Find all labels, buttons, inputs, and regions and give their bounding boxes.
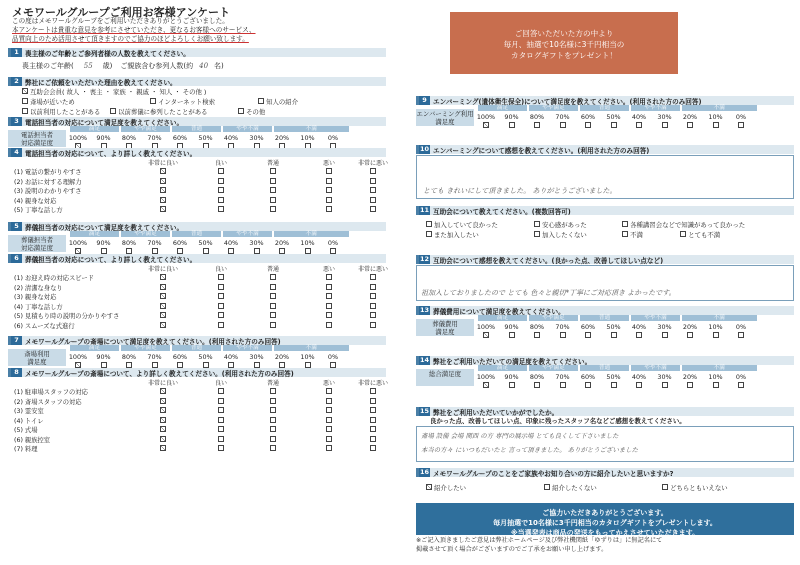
pct-label: 60%: [172, 353, 188, 361]
pct-label: 30%: [249, 239, 264, 247]
pct-label: 70%: [555, 373, 570, 381]
pct-checkbox[interactable]: [636, 382, 642, 388]
grid-checkbox[interactable]: [270, 274, 276, 280]
grid-header: 非常に悪い: [358, 160, 389, 167]
question-1: 1 喪主様のご年齢とご参列者様の人数を教えてください。 喪主様のご年齢( 55 歳) ご親族含む参列人数(約 40 名): [8, 48, 386, 71]
checkbox[interactable]: [22, 88, 28, 94]
question-16: 16 メモワールグループのことをご家族やお知り合いの方に紹介したいと思いますか? 紹介したい 紹介したくない どちらともいえない: [416, 468, 794, 492]
level-label: やや不満: [631, 315, 680, 321]
grid-checkbox[interactable]: [270, 303, 276, 309]
pct-label: 70%: [147, 134, 162, 142]
grid-row-label: (3) 親身な対応: [14, 294, 57, 301]
grid-checkbox[interactable]: [370, 417, 376, 423]
grid-checkbox[interactable]: [218, 426, 224, 432]
grid-checkbox[interactable]: [326, 293, 332, 299]
page-title: メモワールグループご利用お客様アンケート: [12, 6, 231, 19]
grid-checkbox[interactable]: [326, 178, 332, 184]
grid-header: 良い: [214, 380, 227, 387]
grid-checkbox[interactable]: [218, 187, 224, 193]
level-label: 満足: [478, 365, 527, 371]
grid-header: 普通: [266, 380, 279, 387]
pct-checkbox[interactable]: [687, 332, 693, 338]
level-label: やや不満: [223, 231, 272, 237]
grid-row-label: (1) 駐車場スタッフの対応: [14, 389, 88, 396]
grid-checkbox[interactable]: [370, 312, 376, 318]
pct-label: 10%: [300, 134, 315, 142]
pct-label: 30%: [657, 113, 672, 121]
pct-label: 100%: [476, 323, 496, 331]
grid-checkbox[interactable]: [218, 322, 224, 328]
pct-checkbox[interactable]: [738, 122, 744, 128]
grid-header: 非常に良い: [148, 380, 179, 387]
grid-checkbox[interactable]: [270, 445, 276, 451]
question-10: 10 エンバーミングについて感想を教えてください。(利用された方のみ回答): [416, 145, 794, 154]
grid-checkbox[interactable]: [270, 436, 276, 442]
grid-checkbox[interactable]: [370, 168, 376, 174]
grid-checkbox[interactable]: [370, 398, 376, 404]
grid-row-label: (4) 親身な対応: [14, 197, 57, 205]
pct-label: 0%: [327, 134, 339, 142]
question-8: 8 メモワールグループの斎場について、より詳しく教えてください。(利用された方のみ回答) 非常に良い 良い 普通 悪い 非常に悪い (1) 駐車場スタッフの対応 (2) 斎場スタッフの対応 (3) 霊安室 (4) トイレ (5) 式場 (6) 親族控室 (7) 料理: [8, 368, 386, 458]
pct-checkbox[interactable]: [509, 122, 515, 128]
grid-checkbox[interactable]: [160, 206, 166, 212]
pct-checkbox[interactable]: [509, 332, 515, 338]
pct-label: 40%: [223, 353, 239, 361]
pct-label: 50%: [198, 134, 213, 142]
pct-label: 0%: [327, 353, 339, 361]
grid-checkbox[interactable]: [218, 284, 224, 290]
footer-note: ※ご記入頂きましたご意見は弊社ホームページ及び弊社機関紙「ゆずりは」に無記名にて 掲載させて頂く場合がございますのでご了承をお願い申し上げます。: [416, 537, 663, 553]
grid-checkbox[interactable]: [370, 322, 376, 328]
level-label: 不満: [682, 315, 757, 321]
pct-label: 80%: [529, 373, 545, 381]
grid-header: 良い: [214, 160, 227, 167]
pct-label: 40%: [223, 134, 239, 142]
pct-label: 0%: [735, 323, 747, 331]
grid-header: 普通: [266, 266, 279, 273]
grid-row-label: (5) 丁寧な話し方: [14, 207, 63, 214]
q14-scale: 総合満足度 満足 やや満足 普通 やや不満 不満 100% 90% 80% 70% 60% 50% 40% 30% 20% 10% 0%: [416, 365, 794, 391]
pct-label: 90%: [96, 239, 111, 247]
grid-row-label: (5) 式場: [14, 427, 38, 434]
level-label: やや満足: [529, 105, 578, 111]
grid-checkbox[interactable]: [326, 197, 332, 203]
grid-header: 悪い: [322, 160, 335, 167]
grid-checkbox[interactable]: [370, 388, 376, 394]
level-label: 不満: [274, 345, 349, 351]
pct-label: 100%: [68, 353, 88, 361]
level-label: やや満足: [121, 231, 170, 237]
pct-checkbox[interactable]: [560, 122, 566, 128]
level-label: やや不満: [631, 365, 680, 371]
grid-checkbox[interactable]: [326, 206, 332, 212]
grid-checkbox[interactable]: [218, 274, 224, 280]
grid-checkbox[interactable]: [270, 407, 276, 413]
pct-label: 10%: [300, 353, 315, 361]
grid-checkbox[interactable]: [160, 445, 166, 451]
pct-label: 100%: [68, 239, 88, 247]
pct-label: 100%: [476, 113, 496, 121]
q9-scale: エンバーミング利用 満足度 満足 やや満足 普通 やや不満 不満 100% 90% 80% 70% 60% 50% 40% 30% 20% 10% 0%: [416, 105, 794, 131]
grid-checkbox[interactable]: [160, 398, 166, 404]
pct-label: 50%: [198, 239, 213, 247]
pct-label: 10%: [708, 323, 723, 331]
level-label: 普通: [580, 365, 629, 371]
pct-checkbox[interactable]: [534, 382, 540, 388]
grid-checkbox[interactable]: [326, 274, 332, 280]
pct-label: 50%: [606, 373, 621, 381]
question-7: 7 メモワールグループの斎場について満足度を教えてください。(利用された方のみ回答) 斎場利用 満足度 満足 やや満足 普通 やや不満 不満 100% 90% 80% 70% 60% 50% 40% 30% 20% 10% 0%: [8, 336, 386, 371]
pct-label: 20%: [274, 134, 290, 142]
grid-header: 普通: [266, 160, 279, 167]
pct-label: 70%: [147, 239, 162, 247]
grid-row-label: (2) 清潔な身なり: [14, 284, 63, 292]
grid-checkbox[interactable]: [160, 417, 166, 423]
pct-label: 20%: [682, 323, 698, 331]
grid-checkbox[interactable]: [160, 197, 166, 203]
grid-checkbox[interactable]: [218, 312, 224, 318]
grid-checkbox[interactable]: [326, 284, 332, 290]
pct-checkbox[interactable]: [611, 122, 617, 128]
grid-row-label: (1) お迎え時の対応スピード: [14, 275, 94, 282]
pct-checkbox[interactable]: [509, 382, 515, 388]
pct-label: 50%: [606, 323, 621, 331]
q7-scale: 斎場利用 満足度 満足 やや満足 普通 やや不満 不満 100% 90% 80% 70% 60% 50% 40% 30% 20% 10% 0%: [8, 345, 386, 371]
pct-label: 80%: [529, 113, 545, 121]
grid-checkbox[interactable]: [370, 197, 376, 203]
pct-label: 90%: [96, 353, 111, 361]
level-label: やや満足: [121, 126, 170, 132]
level-label: やや不満: [223, 126, 272, 132]
pct-label: 10%: [708, 113, 723, 121]
pct-label: 90%: [504, 113, 519, 121]
grid-checkbox[interactable]: [326, 445, 332, 451]
pct-label: 40%: [631, 373, 647, 381]
grid-checkbox[interactable]: [270, 206, 276, 212]
pct-checkbox[interactable]: [713, 122, 719, 128]
grid-checkbox[interactable]: [326, 426, 332, 432]
grid-checkbox[interactable]: [160, 388, 166, 394]
pct-label: 40%: [631, 113, 647, 121]
question-4: 4 電話担当者の対応について、より詳しく教えてください。 非常に良い 良い 普通 悪い 非常に悪い (1) 電話の繋がりやすさ (2) お話に対する理解力 (3) 説明のわかりやすさ (4) 親身な対応 (5) 丁寧な話し方: [8, 148, 386, 218]
grid-checkbox[interactable]: [218, 303, 224, 309]
pct-checkbox[interactable]: [687, 122, 693, 128]
question-12: 12 互助会について感想を教えてください。(良かった点、改善してほしい点など): [416, 255, 794, 264]
pct-label: 70%: [555, 113, 570, 121]
grid-row-label: (6) スムーズな式進行: [14, 322, 75, 330]
grid-checkbox[interactable]: [160, 426, 166, 432]
pct-label: 60%: [172, 239, 188, 247]
pct-label: 30%: [657, 373, 672, 381]
pct-label: 50%: [606, 113, 621, 121]
grid-checkbox[interactable]: [270, 284, 276, 290]
grid-checkbox[interactable]: [218, 388, 224, 394]
pct-label: 80%: [121, 239, 137, 247]
age-value[interactable]: 55: [83, 62, 93, 70]
grid-checkbox[interactable]: [218, 436, 224, 442]
pct-label: 70%: [147, 353, 162, 361]
right-column: [410, 0, 798, 565]
grid-checkbox[interactable]: [326, 417, 332, 423]
grid-row-label: (4) トイレ: [14, 417, 44, 425]
pct-checkbox[interactable]: [483, 332, 489, 338]
grid-checkbox[interactable]: [160, 407, 166, 413]
grid-checkbox[interactable]: [370, 303, 376, 309]
pct-label: 30%: [249, 353, 264, 361]
pct-label: 30%: [657, 323, 672, 331]
pct-checkbox[interactable]: [738, 382, 744, 388]
pct-label: 100%: [476, 373, 496, 381]
pct-checkbox[interactable]: [687, 382, 693, 388]
level-label: 不満: [274, 231, 349, 237]
pct-label: 60%: [172, 134, 188, 142]
grid-checkbox[interactable]: [218, 168, 224, 174]
q13-scale: 葬儀費用 満足度 満足 やや満足 普通 やや不満 不満 100% 90% 80% 70% 60% 50% 40% 30% 20% 10% 0%: [416, 315, 794, 341]
pct-label: 50%: [198, 353, 213, 361]
pct-label: 40%: [223, 239, 239, 247]
pct-label: 100%: [68, 134, 88, 142]
grid-checkbox[interactable]: [270, 168, 276, 174]
level-label: 満足: [478, 105, 527, 111]
grid-checkbox[interactable]: [270, 197, 276, 203]
pct-checkbox[interactable]: [662, 122, 668, 128]
pct-label: 70%: [555, 323, 570, 331]
grid-row-label: (4) 丁寧な話し方: [14, 303, 63, 311]
grid-header: 非常に良い: [148, 266, 179, 273]
pct-checkbox[interactable]: [534, 122, 540, 128]
level-label: 普通: [580, 105, 629, 111]
grid-row-label: (1) 電話の繋がりやすさ: [14, 169, 82, 176]
pct-label: 20%: [682, 113, 698, 121]
grid-checkbox[interactable]: [370, 187, 376, 193]
grid-checkbox[interactable]: [370, 274, 376, 280]
grid-checkbox[interactable]: [270, 293, 276, 299]
q15-answer-box[interactable]: 斎場 設備 会場 関西 の方 専門の展示場 とても良くして下さいました 本当の方々 にいつもだいたと 言って頂きました。 ありがとうございました: [416, 426, 794, 462]
pct-label: 80%: [121, 353, 137, 361]
pct-checkbox[interactable]: [534, 332, 540, 338]
grid-row-label: (7) 料理: [14, 446, 38, 453]
promo-box: ご回答いただいた方の中より 毎月、抽選で10名様に3千円相当の カタログギフトをプレゼント！: [450, 12, 678, 74]
pct-checkbox[interactable]: [560, 332, 566, 338]
grid-checkbox[interactable]: [218, 206, 224, 212]
pct-label: 10%: [300, 239, 315, 247]
grid-checkbox[interactable]: [270, 426, 276, 432]
q10-answer-box[interactable]: とても きれいにして頂きました。 ありがとうございました。: [416, 155, 794, 199]
pct-checkbox[interactable]: [483, 382, 489, 388]
grid-checkbox[interactable]: [160, 284, 166, 290]
grid-checkbox[interactable]: [270, 322, 276, 328]
grid-checkbox[interactable]: [218, 197, 224, 203]
grid-checkbox[interactable]: [160, 187, 166, 193]
question-9: 9 エンバーミング(遺体衛生保全)について満足度を教えてください。(利用された方のみ回答) エンバーミング利用 満足度 満足 やや満足 普通 やや不満 不満 100% 90% 80% 70% 60% 50% 40% 30% 20% 10% 0%: [416, 96, 794, 131]
grid-row-label: (3) 霊安室: [14, 408, 44, 415]
pct-label: 90%: [504, 373, 519, 381]
grid-checkbox[interactable]: [160, 303, 166, 309]
grid-checkbox[interactable]: [160, 322, 166, 328]
question-13: 13 葬儀費用について満足度を教えてください。 葬儀費用 満足度 満足 やや満足 普通 やや不満 不満 100% 90% 80% 70% 60% 50% 40% 30% 20% 10% 0%: [416, 306, 794, 341]
grid-checkbox[interactable]: [370, 407, 376, 413]
pct-checkbox[interactable]: [713, 332, 719, 338]
grid-header: 良い: [214, 266, 227, 273]
pct-checkbox[interactable]: [560, 382, 566, 388]
level-label: 満足: [70, 345, 119, 351]
level-label: やや満足: [529, 365, 578, 371]
pct-label: 0%: [735, 373, 747, 381]
question-3: 3 電話担当者の対応について満足度を教えてください。 電話担当者 対応満足度 満足 やや満足 普通 やや不満 不満 100% 90% 80% 70% 60% 50% 40% 30% 20% 10% 0%: [8, 117, 386, 152]
pct-checkbox[interactable]: [636, 332, 642, 338]
level-label: 満足: [70, 231, 119, 237]
grid-checkbox[interactable]: [370, 284, 376, 290]
grid-checkbox[interactable]: [218, 398, 224, 404]
grid-row-label: (2) お話に対する理解力: [14, 178, 82, 186]
pct-label: 0%: [735, 113, 747, 121]
grid-checkbox[interactable]: [370, 436, 376, 442]
grid-checkbox[interactable]: [270, 388, 276, 394]
pct-checkbox[interactable]: [585, 382, 591, 388]
grid-header: 非常に悪い: [358, 380, 389, 387]
pct-label: 0%: [327, 239, 339, 247]
grid-checkbox[interactable]: [160, 178, 166, 184]
grid-row-label: (3) 説明のわかりやすさ: [14, 188, 82, 195]
pct-label: 60%: [580, 323, 596, 331]
q5-scale: 葬儀担当者 対応満足度 満足 やや満足 普通 やや不満 不満 100% 90% 80% 70% 60% 50% 40% 30% 20% 10% 0%: [8, 231, 386, 257]
pct-label: 10%: [708, 373, 723, 381]
grid-header: 悪い: [322, 266, 335, 273]
level-label: やや満足: [529, 315, 578, 321]
left-column: [2, 0, 390, 565]
level-label: 普通: [580, 315, 629, 321]
pct-label: 90%: [96, 134, 111, 142]
pct-checkbox[interactable]: [483, 122, 489, 128]
grid-checkbox[interactable]: [160, 312, 166, 318]
question-2: 2 弊社にご依頼をいただいた理由を教えてください。 互助会会員( 故人 ・ 喪主 ・ 家族 ・ 親戚 ・ 知人 ・ その他 ) 斎場が近いため インターネット検索 知人の紹介 以前利用したことがある 以前葬儀に参列したことがある その他: [8, 77, 386, 116]
grid-checkbox[interactable]: [326, 187, 332, 193]
grid-checkbox[interactable]: [218, 417, 224, 423]
footer-banner: ご協力いただきありがとうございます。 毎月抽選で10名様に3千円相当のカタログギフトをプレゼントします。 ※当選発表は商品の発送をもってかえさせていただきます。: [416, 503, 794, 535]
grid-row-label: (2) 斎場スタッフの対応: [14, 398, 82, 406]
pct-checkbox[interactable]: [662, 382, 668, 388]
pct-checkbox[interactable]: [738, 332, 744, 338]
intro-text: この度はメモワールグループをご利用いただきありがとうございました。 本アンケートは貴重な意見を参考にさせていただき、更なるお客様へのサービス、 品質向上のため活用させて頂きますのでご協力のほどよろしくお願い致します。: [12, 17, 256, 44]
level-label: 普通: [172, 126, 221, 132]
grid-checkbox[interactable]: [270, 398, 276, 404]
grid-checkbox[interactable]: [326, 388, 332, 394]
pct-checkbox[interactable]: [662, 332, 668, 338]
pct-checkbox[interactable]: [585, 122, 591, 128]
grid-checkbox[interactable]: [218, 407, 224, 413]
grid-checkbox[interactable]: [160, 168, 166, 174]
grid-checkbox[interactable]: [370, 445, 376, 451]
level-label: 普通: [172, 231, 221, 237]
pct-label: 30%: [249, 134, 264, 142]
grid-checkbox[interactable]: [218, 178, 224, 184]
pct-label: 40%: [631, 323, 647, 331]
grid-checkbox[interactable]: [326, 407, 332, 413]
pct-label: 60%: [580, 113, 596, 121]
pct-checkbox[interactable]: [585, 332, 591, 338]
grid-checkbox[interactable]: [370, 293, 376, 299]
grid-checkbox[interactable]: [370, 426, 376, 432]
pct-checkbox[interactable]: [611, 382, 617, 388]
pct-label: 80%: [529, 323, 545, 331]
grid-checkbox[interactable]: [326, 436, 332, 442]
grid-checkbox[interactable]: [270, 417, 276, 423]
pct-label: 60%: [580, 373, 596, 381]
question-11: 11 互助会について教えてください。(複数回答可) 加入していて良かった 安心感があった 各種講習会などで知識があって良かった また加入したい 加入したくない 不満 とても不満: [416, 206, 794, 239]
grid-checkbox[interactable]: [326, 398, 332, 404]
pct-label: 90%: [504, 323, 519, 331]
grid-row-label: (5) 見積もり時の説明の分かりやすさ: [14, 313, 120, 320]
grid-checkbox[interactable]: [326, 312, 332, 318]
grid-checkbox[interactable]: [326, 168, 332, 174]
level-label: やや満足: [121, 345, 170, 351]
grid-checkbox[interactable]: [160, 436, 166, 442]
pct-label: 20%: [274, 239, 290, 247]
grid-header: 非常に良い: [148, 160, 179, 167]
grid-checkbox[interactable]: [160, 293, 166, 299]
grid-header: 非常に悪い: [358, 266, 389, 273]
level-label: 満足: [478, 315, 527, 321]
question-15: 15 弊社をご利用いただいていかがでしたか。 良かった点、改善してほしい点、印象に残ったスタッフ名などご感想を教えてください。: [416, 407, 794, 425]
level-label: 普通: [172, 345, 221, 351]
grid-checkbox[interactable]: [218, 445, 224, 451]
checkbox[interactable]: [426, 484, 432, 490]
grid-checkbox[interactable]: [218, 293, 224, 299]
grid-checkbox[interactable]: [270, 312, 276, 318]
question-6: 6 葬儀担当者の対応について、より詳しく教えてください。 非常に良い 良い 普通 悪い 非常に悪い (1) お迎え時の対応スピード (2) 清潔な身なり (3) 親身な対応 (4) 丁寧な話し方 (5) 見積もり時の説明の分かりやすさ (6) スムーズな式進行: [8, 254, 386, 334]
level-label: 不満: [682, 105, 757, 111]
grid-header: 悪い: [322, 380, 335, 387]
level-label: 不満: [274, 126, 349, 132]
pct-checkbox[interactable]: [713, 382, 719, 388]
guests-value[interactable]: 40: [199, 62, 209, 70]
pct-checkbox[interactable]: [611, 332, 617, 338]
grid-checkbox[interactable]: [326, 303, 332, 309]
q12-answer-box[interactable]: 祖加入しておりましたので とても 色々と親切*丁寧にご対応頂き よかったです。: [416, 265, 794, 301]
grid-checkbox[interactable]: [326, 322, 332, 328]
grid-checkbox[interactable]: [270, 187, 276, 193]
level-label: 満足: [70, 126, 119, 132]
q3-scale: 電話担当者 対応満足度 満足 やや満足 普通 やや不満 不満 100% 90% 80% 70% 60% 50% 40% 30% 20% 10% 0%: [8, 126, 386, 152]
question-5: 5 葬儀担当者の対応について満足度を教えてください。 葬儀担当者 対応満足度 満足 やや満足 普通 やや不満 不満 100% 90% 80% 70% 60% 50% 40% 30% 20% 10% 0%: [8, 222, 386, 257]
pct-label: 80%: [121, 134, 137, 142]
grid-checkbox[interactable]: [370, 206, 376, 212]
level-label: やや不満: [631, 105, 680, 111]
grid-checkbox[interactable]: [160, 274, 166, 280]
grid-checkbox[interactable]: [370, 178, 376, 184]
level-label: やや不満: [223, 345, 272, 351]
level-label: 不満: [682, 365, 757, 371]
grid-checkbox[interactable]: [270, 178, 276, 184]
pct-checkbox[interactable]: [636, 122, 642, 128]
pct-label: 20%: [274, 353, 290, 361]
question-14: 14 弊社をご利用いただいての満足度を教えてください。 総合満足度 満足 やや満足 普通 やや不満 不満 100% 90% 80% 70% 60% 50% 40% 30% 20% 10% 0%: [416, 356, 794, 391]
grid-row-label: (6) 親族控室: [14, 436, 51, 444]
pct-label: 20%: [682, 373, 698, 381]
